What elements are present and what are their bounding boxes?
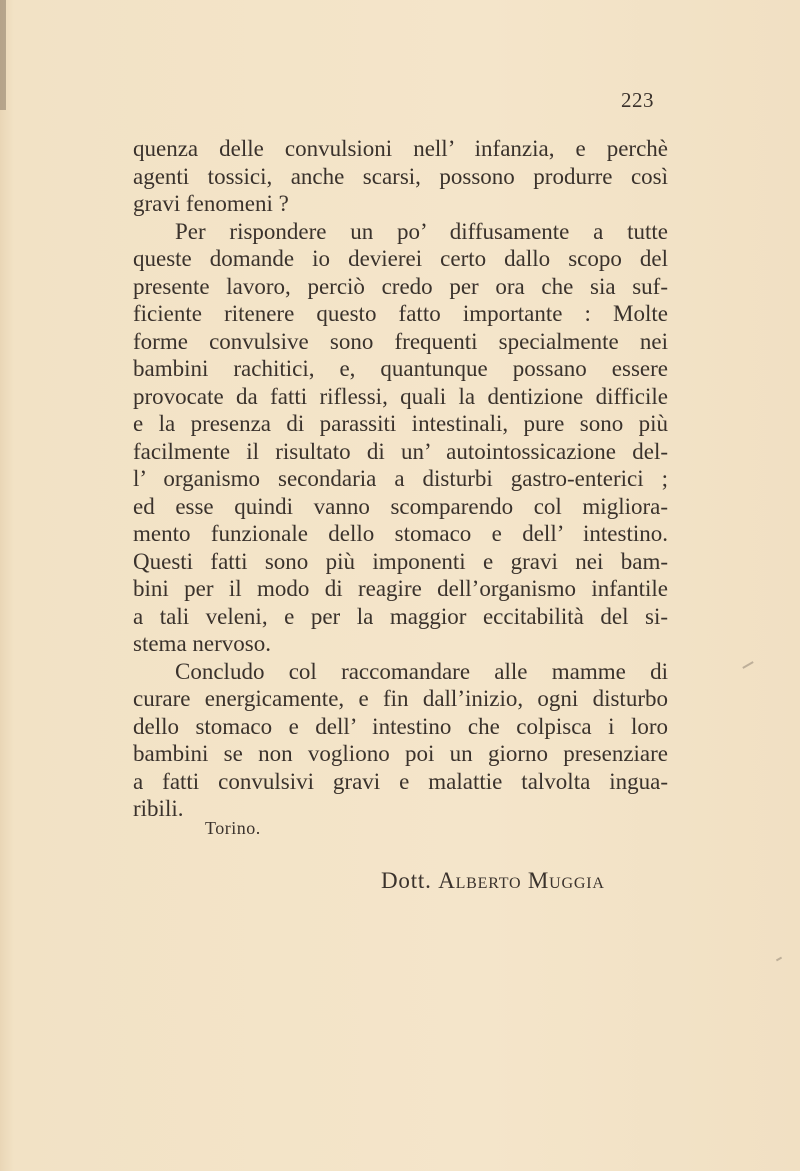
paper-speck [776,957,782,962]
text-line: bini per il modo di reagire dell’organismo infantile [133,576,668,601]
text-line: forme convulsive sono frequenti specialmente nei [133,328,668,354]
text-line: mento funzionale dello stomaco e dell’ intestino. [133,521,668,546]
author-signature [381,868,605,894]
text-line: provocate da fatti riflessi, quali la dentizione difficile [133,383,668,409]
text-line: a tali veleni, e per la maggior eccitabilità del si- [133,603,668,629]
text-line: bambini rachitici, e, quantunque possano essere [133,356,668,381]
text-line: stema nervoso. [133,631,271,656]
text-line: l’ organismo secondaria a disturbi gastro-enterici ; [133,466,668,491]
author-name: Alberto Muggia [438,868,605,893]
text-line: dello stomaco e dell’ intestino che colpisca i loro [133,713,668,739]
text-line: ed esse quindi vanno scomparendo col migliora- [133,493,668,519]
text-line: curare energicamente, e fin dall’inizio, ogni disturbo [133,686,668,711]
page-number: 223 [621,88,654,112]
text-line: gravi fenomeni ? [133,191,289,216]
binding-shadow [0,0,6,110]
place-name: Torino. [205,818,261,838]
text-line: Questi fatti sono più imponenti e gravi nei bam- [133,548,668,574]
text-line: quenza delle convulsioni nell’ infanzia, e perchè [133,136,668,161]
author-title: Dott. [381,868,432,893]
text-line: ribili. [133,796,184,821]
text-line: bambini se non vogliono poi un giorno presenziare [133,741,668,766]
paper-speck [742,661,753,669]
text-line: presente lavoro, perciò credo per ora che sia suf- [133,273,668,299]
text-line: ficiente ritenere questo fatto importante : Molte [133,301,668,326]
text-line: Concludo col raccomandare alle mamme di [175,658,668,684]
text-line: Per rispondere un po’ diffusamente a tutte [175,218,668,244]
text-line: facilmente il risultato di un’ autointossicazione del- [133,438,668,464]
text-line: e la presenza di parassiti intestinali, pure sono più [133,411,668,436]
text-line: queste domande io devierei certo dallo scopo del [133,246,668,271]
body-text [133,135,668,823]
text-line: a fatti convulsivi gravi e malattie talvolta ingua- [133,768,668,794]
text-line: agenti tossici, anche scarsi, possono produrre così [133,163,668,189]
